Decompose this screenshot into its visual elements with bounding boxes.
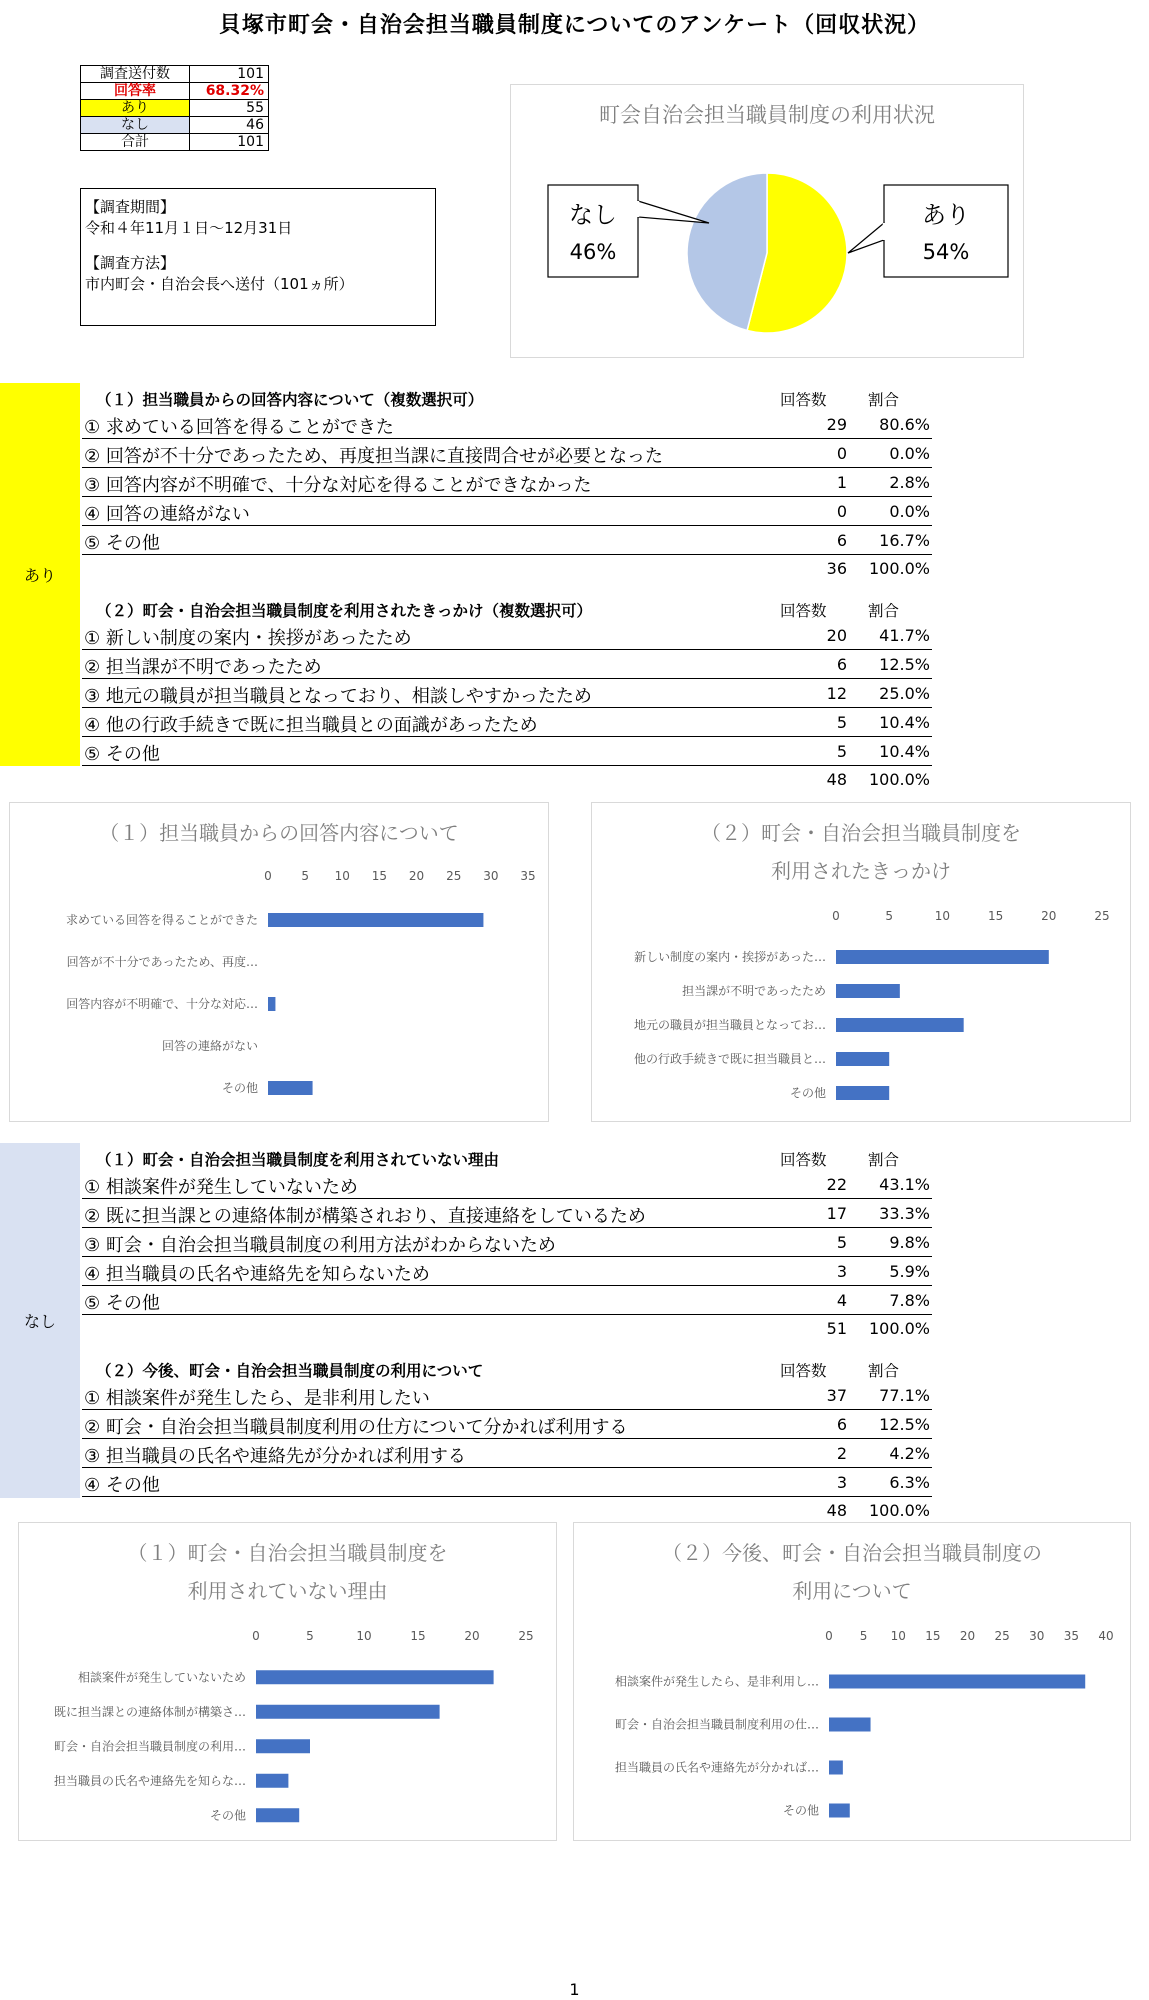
total-rate: 100.0% xyxy=(868,1319,930,1338)
period-heading: 【調査期間】 xyxy=(85,198,176,216)
category-label: 担当課が不明であったため xyxy=(682,984,826,998)
x-tick-label: 35 xyxy=(1063,1629,1080,1643)
answer-count: 0 xyxy=(836,502,847,521)
summary-label: 調査送付数 xyxy=(81,66,190,83)
answer-text: ④ 回答の連絡がない xyxy=(84,504,250,525)
summary-value: 101 xyxy=(190,66,269,83)
answer-rate: 12.5% xyxy=(879,1415,930,1434)
column-header-rate: 割合 xyxy=(868,391,900,409)
x-tick-label: 0 xyxy=(252,1629,260,1643)
answer-text: ① 相談案件が発生していないため xyxy=(84,1177,358,1198)
x-tick-label: 40 xyxy=(1098,1629,1114,1643)
answer-text: ③ 町会・自治会担当職員制度の利用方法がわからないため xyxy=(84,1235,556,1256)
category-label: 町会・自治会担当職員制度利用の仕… xyxy=(614,1717,819,1732)
question-block-ari-1 xyxy=(82,384,932,581)
pie-callout-pointer xyxy=(848,223,884,253)
answer-rate: 16.7% xyxy=(879,531,930,550)
pie-chart-title: 町会自治会担当職員制度の利用状況 xyxy=(599,103,935,127)
bar-chart-title: 利用について xyxy=(792,1579,912,1603)
bar xyxy=(829,1761,843,1775)
question-block-nashi-2 xyxy=(82,1355,932,1523)
category-label: 町会・自治会担当職員制度の利用… xyxy=(53,1739,246,1754)
x-tick-label: 20 xyxy=(408,869,425,883)
answer-count: 5 xyxy=(836,742,847,761)
band-nashi-label: なし xyxy=(23,1312,56,1331)
total-count: 48 xyxy=(826,770,847,789)
answer-row xyxy=(82,1257,932,1286)
bar xyxy=(836,984,900,998)
category-label: 回答内容が不明確で、十分な対応… xyxy=(66,997,258,1011)
answer-row xyxy=(82,1170,932,1199)
category-label: 回答が不十分であったため、再度… xyxy=(66,955,258,969)
x-tick-label: 30 xyxy=(483,869,499,883)
total-count: 36 xyxy=(826,559,847,578)
question-header xyxy=(82,595,932,621)
x-tick-label: 10 xyxy=(356,1629,372,1643)
answer-row xyxy=(82,1199,932,1228)
bar xyxy=(256,1739,310,1753)
answer-row xyxy=(82,1381,932,1410)
category-label: 新しい制度の案内・挨拶があった… xyxy=(634,950,826,964)
total-count: 48 xyxy=(826,1501,847,1520)
column-header-rate: 割合 xyxy=(868,1362,900,1380)
answer-count: 37 xyxy=(826,1386,847,1405)
x-tick-label: 5 xyxy=(301,869,309,883)
question-text: （１）町会・自治会担当職員制度を利用されていない理由 xyxy=(96,1151,500,1169)
x-tick-label: 20 xyxy=(1041,909,1057,923)
answer-rate: 6.3% xyxy=(889,1473,930,1492)
category-label: 回答の連絡がない xyxy=(161,1039,258,1053)
category-label: 担当職員の氏名や連絡先が分かれば… xyxy=(614,1760,819,1775)
summary-row xyxy=(81,83,269,100)
bar-chart-card-4 xyxy=(573,1522,1131,1841)
category-label: その他 xyxy=(221,1081,258,1095)
answer-count: 3 xyxy=(836,1262,847,1281)
bar xyxy=(268,913,483,927)
category-label: その他 xyxy=(789,1086,826,1100)
answer-text: ② 既に担当課との連絡体制が構築されおり、直接連絡をしているため xyxy=(84,1206,646,1227)
total-row xyxy=(82,766,932,792)
answer-count: 6 xyxy=(836,1415,847,1434)
x-tick-label: 0 xyxy=(825,1629,833,1643)
question-block-ari-2 xyxy=(82,595,932,792)
answer-row xyxy=(82,1439,932,1468)
answer-count: 6 xyxy=(836,531,847,550)
answer-text: ① 新しい制度の案内・挨拶があったため xyxy=(84,628,412,649)
x-tick-label: 35 xyxy=(520,869,536,883)
bar-chart-2 xyxy=(592,803,1130,1121)
answer-rate: 33.3% xyxy=(879,1204,930,1223)
x-tick-label: 5 xyxy=(859,1629,868,1643)
bar-chart-title: （２）今後、町会・自治会担当職員制度の xyxy=(662,1541,1042,1565)
bar-chart-title: （１）町会・自治会担当職員制度を xyxy=(127,1541,448,1565)
column-header-rate: 割合 xyxy=(868,1151,900,1169)
x-tick-label: 25 xyxy=(1094,909,1110,923)
answer-row xyxy=(82,497,932,526)
bar-chart-card-1 xyxy=(9,802,549,1122)
column-header-count: 回答数 xyxy=(780,602,827,620)
bar-chart-title: 利用されたきっかけ xyxy=(771,859,951,883)
band-ari xyxy=(0,383,80,766)
bar xyxy=(836,1052,889,1066)
summary-value: 101 xyxy=(190,134,269,151)
total-row xyxy=(82,1315,932,1341)
bar xyxy=(268,1081,313,1095)
answer-text: ⑤ その他 xyxy=(84,1293,160,1314)
answer-text: ① 相談案件が発生したら、是非利用したい xyxy=(84,1388,430,1409)
bar xyxy=(256,1670,494,1684)
answer-text: ④ その他 xyxy=(84,1475,160,1496)
summary-value: 68.32% xyxy=(190,83,269,100)
answer-count: 4 xyxy=(836,1291,847,1310)
category-label: 既に担当課との連絡体制が構築さ… xyxy=(53,1704,246,1719)
x-tick-label: 0 xyxy=(832,909,840,923)
bar-chart-title: 利用されていない理由 xyxy=(187,1579,388,1603)
bar-chart-1 xyxy=(10,803,548,1121)
x-tick-label: 5 xyxy=(885,909,894,923)
x-tick-label: 10 xyxy=(934,909,951,923)
answer-rate: 7.8% xyxy=(889,1291,930,1310)
bar xyxy=(256,1705,440,1719)
band-ari-label: あり xyxy=(23,566,56,585)
answer-rate: 9.8% xyxy=(889,1233,930,1252)
bar-chart-card-2 xyxy=(591,802,1131,1122)
answer-rate: 10.4% xyxy=(879,713,930,732)
answer-row xyxy=(82,439,932,468)
bar-chart-title: （２）町会・自治会担当職員制度を xyxy=(701,821,1021,845)
total-row xyxy=(82,555,932,581)
answer-row xyxy=(82,1228,932,1257)
band-nashi xyxy=(0,1143,80,1498)
bar xyxy=(256,1808,299,1822)
column-header-count: 回答数 xyxy=(780,391,827,409)
bar xyxy=(829,1804,850,1818)
total-rate: 100.0% xyxy=(868,770,930,789)
answer-row xyxy=(82,679,932,708)
answer-row xyxy=(82,1410,932,1439)
column-header-rate: 割合 xyxy=(868,602,900,620)
answer-count: 6 xyxy=(836,655,847,674)
category-label: 求めている回答を得ることができた xyxy=(65,913,258,927)
bar xyxy=(268,997,275,1011)
pie-percent: 46% xyxy=(569,240,617,264)
answer-row xyxy=(82,621,932,650)
x-tick-label: 20 xyxy=(464,1629,480,1643)
question-text: （２）町会・自治会担当職員制度を利用されたきっかけ（複数選択可） xyxy=(96,602,593,620)
answer-rate: 80.6% xyxy=(879,415,930,434)
answer-row xyxy=(82,526,932,555)
x-tick-label: 15 xyxy=(371,869,388,883)
category-label: 担当職員の氏名や連絡先を知らな… xyxy=(53,1773,246,1788)
answer-text: ② 町会・自治会担当職員制度利用の仕方について分かれば利用する xyxy=(84,1417,628,1438)
category-label: 他の行政手続きで既に担当職員と… xyxy=(633,1052,826,1066)
answer-rate: 77.1% xyxy=(879,1386,930,1405)
total-rate: 100.0% xyxy=(868,1501,930,1520)
bar xyxy=(836,1086,889,1100)
page-number: 1 xyxy=(569,1980,580,1999)
x-tick-label: 25 xyxy=(446,869,462,883)
method-heading: 【調査方法】 xyxy=(85,254,176,272)
summary-row xyxy=(81,117,269,134)
summary-row xyxy=(81,66,269,83)
x-tick-label: 0 xyxy=(264,869,272,883)
x-tick-label: 20 xyxy=(959,1629,976,1643)
answer-rate: 10.4% xyxy=(879,742,930,761)
answer-row xyxy=(82,1468,932,1497)
page-title: 貝塚市町会・自治会担当職員制度についてのアンケート（回収状況） xyxy=(218,13,931,38)
total-rate: 100.0% xyxy=(868,559,930,578)
x-tick-label: 10 xyxy=(334,869,350,883)
answer-count: 20 xyxy=(826,626,847,645)
answer-rate: 0.0% xyxy=(889,444,930,463)
pie-chart-card xyxy=(510,84,1024,358)
answer-row xyxy=(82,468,932,497)
answer-count: 12 xyxy=(826,684,847,703)
answer-rate: 4.2% xyxy=(889,1444,930,1463)
category-label: 相談案件が発生したら、是非利用し… xyxy=(614,1674,819,1689)
summary-label: 合計 xyxy=(81,134,190,151)
question-text: （２）今後、町会・自治会担当職員制度の利用について xyxy=(96,1362,484,1380)
answer-count: 2 xyxy=(836,1444,847,1463)
total-row xyxy=(82,1497,932,1523)
answer-count: 5 xyxy=(836,1233,847,1252)
x-tick-label: 25 xyxy=(518,1629,534,1643)
x-tick-label: 15 xyxy=(410,1629,426,1643)
bar-chart-card-3 xyxy=(18,1522,557,1841)
method-text: 市内町会・自治会長へ送付（101ヵ所） xyxy=(85,275,354,293)
question-header xyxy=(82,1144,932,1170)
question-header xyxy=(82,384,932,410)
x-tick-label: 10 xyxy=(890,1629,906,1643)
total-count: 51 xyxy=(826,1319,847,1338)
answer-count: 1 xyxy=(836,473,847,492)
bar xyxy=(836,950,1049,964)
summary-value: 46 xyxy=(190,117,269,134)
x-tick-label: 25 xyxy=(994,1629,1010,1643)
category-label: その他 xyxy=(782,1803,819,1818)
pie-label: なし xyxy=(569,201,617,229)
answer-text: ④ 他の行政手続きで既に担当職員との面識があったため xyxy=(84,715,538,736)
category-label: その他 xyxy=(209,1808,246,1823)
question-header xyxy=(82,1355,932,1381)
answer-text: ⑤ その他 xyxy=(84,533,160,554)
bar xyxy=(829,1675,1085,1689)
summary-label: 回答率 xyxy=(81,83,190,100)
answer-row xyxy=(82,410,932,439)
survey-period-box xyxy=(80,188,436,326)
answer-count: 22 xyxy=(826,1175,847,1194)
answer-count: 29 xyxy=(826,415,847,434)
summary-value: 55 xyxy=(190,100,269,117)
answer-row xyxy=(82,1286,932,1315)
bar-chart-3 xyxy=(19,1523,556,1840)
answer-count: 5 xyxy=(836,713,847,732)
answer-rate: 12.5% xyxy=(879,655,930,674)
answer-count: 0 xyxy=(836,444,847,463)
pie-chart xyxy=(511,85,1023,357)
question-text: （１）担当職員からの回答内容について（複数選択可） xyxy=(96,391,484,409)
answer-row xyxy=(82,737,932,766)
column-header-count: 回答数 xyxy=(780,1151,827,1169)
answer-text: ④ 担当職員の氏名や連絡先を知らないため xyxy=(84,1264,430,1285)
answer-text: ③ 地元の職員が担当職員となっており、相談しやすかったため xyxy=(84,686,592,707)
answer-rate: 25.0% xyxy=(879,684,930,703)
category-label: 相談案件が発生していないため xyxy=(77,1670,246,1685)
bar xyxy=(836,1018,964,1032)
summary-row xyxy=(81,134,269,151)
category-label: 地元の職員が担当職員となってお… xyxy=(633,1018,826,1032)
pie-percent: 54% xyxy=(922,240,970,264)
answer-text: ③ 回答内容が不明確で、十分な対応を得ることができなかった xyxy=(84,475,592,496)
summary-row xyxy=(81,100,269,117)
x-tick-label: 30 xyxy=(1029,1629,1045,1643)
question-block-nashi-1 xyxy=(82,1144,932,1341)
bar-chart-4 xyxy=(574,1523,1130,1840)
answer-rate: 2.8% xyxy=(889,473,930,492)
summary-label: なし xyxy=(81,117,190,134)
answer-text: ② 担当課が不明であったため xyxy=(84,657,322,678)
answer-count: 17 xyxy=(826,1204,847,1223)
bar xyxy=(829,1718,871,1732)
answer-rate: 0.0% xyxy=(889,502,930,521)
bar-chart-title: （１）担当職員からの回答内容について xyxy=(99,821,459,845)
answer-rate: 41.7% xyxy=(879,626,930,645)
x-tick-label: 5 xyxy=(306,1629,314,1643)
period-text: 令和４年11月１日～12月31日 xyxy=(85,219,293,237)
answer-text: ① 求めている回答を得ることができた xyxy=(84,417,394,438)
answer-rate: 43.1% xyxy=(879,1175,930,1194)
answer-text: ⑤ その他 xyxy=(84,744,160,765)
answer-count: 3 xyxy=(836,1473,847,1492)
answer-text: ② 回答が不十分であったため、再度担当課に直接問合せが必要となった xyxy=(84,446,663,467)
x-tick-label: 15 xyxy=(925,1629,941,1643)
answer-rate: 5.9% xyxy=(889,1262,930,1281)
x-tick-label: 15 xyxy=(987,909,1004,923)
answer-row xyxy=(82,708,932,737)
column-header-count: 回答数 xyxy=(780,1362,827,1380)
bar xyxy=(256,1774,288,1788)
summary-table xyxy=(80,65,269,151)
pie-label: あり xyxy=(922,201,970,229)
answer-row xyxy=(82,650,932,679)
summary-label: あり xyxy=(81,100,190,117)
answer-text: ③ 担当職員の氏名や連絡先が分かれば利用する xyxy=(84,1446,466,1467)
